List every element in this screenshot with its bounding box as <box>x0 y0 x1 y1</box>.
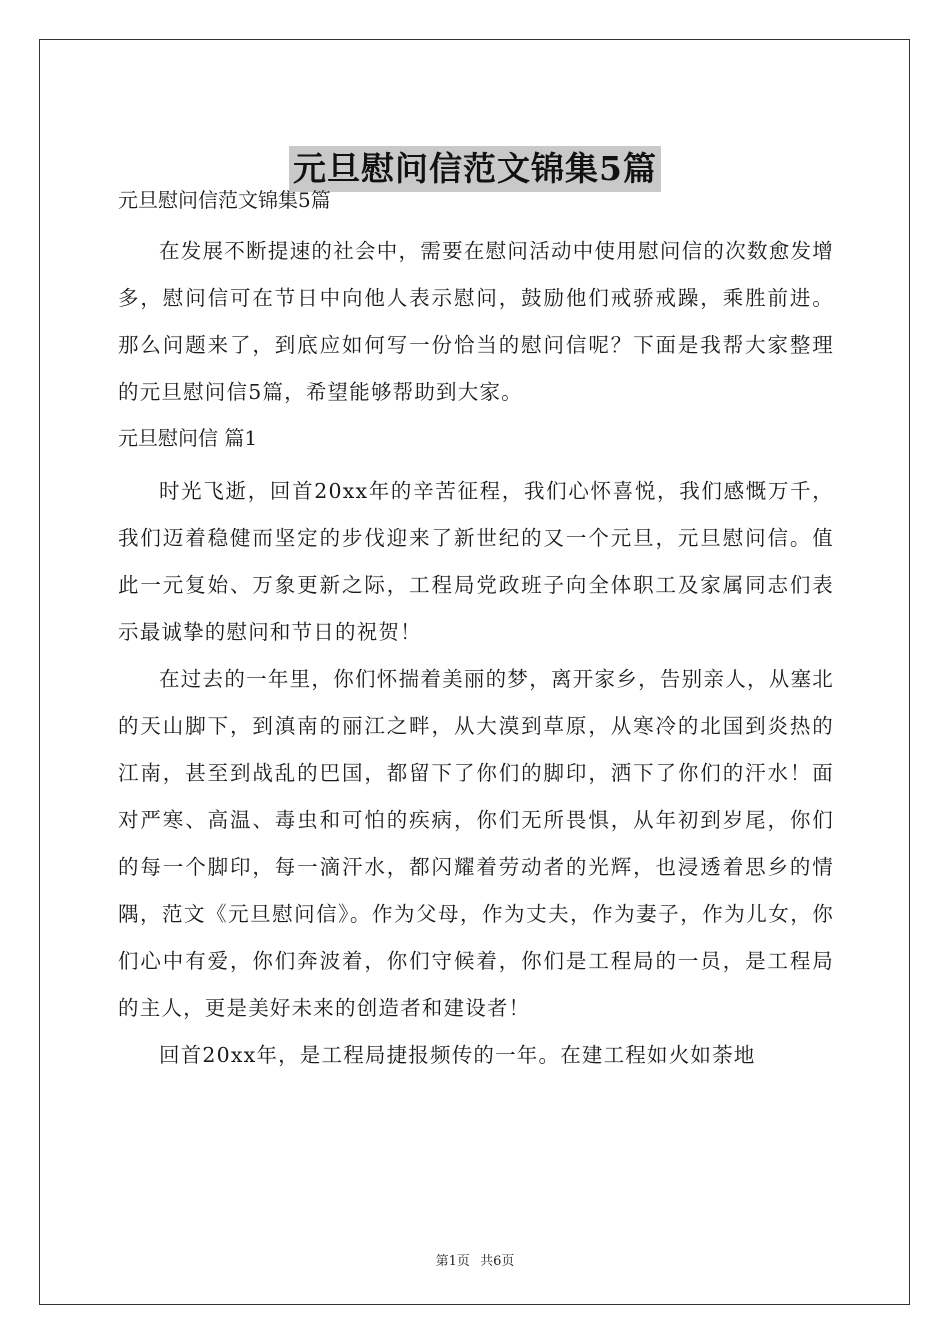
page-total: 共6页 <box>480 1254 515 1269</box>
document-title: 元旦慰问信范文锦集5篇 <box>289 146 661 192</box>
document-body <box>118 180 834 1079</box>
body-paragraph: 在过去的一年里，你们怀揣着美丽的梦，离开家乡，告别亲人，从塞北的天山脚下，到滇南的丽江之畔，从大漠到草原，从寒冷的北国到炎热的江南，甚至到战乱的巴国，都留下了你们的脚印，洒下了你们的汗水！面对严寒、高温、毒虫和可怕的疾病，你们无所畏惧，从年初到岁尾，你们的每一个脚印，每一滴汗水，都闪耀着劳动者的光辉，也浸透着思乡的情隅，范文《元旦慰问信》。作为父母，作为丈夫，作为妻子，作为儿女，你们心中有爱，你们奔波着，你们守候着，你们是工程局的一员，是工程局的主人，更是美好未来的创造者和建设者！ <box>118 667 834 1020</box>
page-footer <box>0 1250 950 1269</box>
document-subtitle: 元旦慰问信范文锦集5篇 <box>118 188 331 212</box>
body-paragraph: 时光飞逝，回首20xx年的辛苦征程，我们心怀喜悦，我们感慨万千，我们迈着稳健而坚定的步伐迎来了新世纪的又一个元旦，元旦慰问信。值此一元复始、万象更新之际，工程局党政班子向全体职工及家属同志们表示最诚挚的慰问和节日的祝贺！ <box>118 479 834 644</box>
intro-paragraph: 在发展不断提速的社会中，需要在慰问活动中使用慰问信的次数愈发增多，慰问信可在节日中向他人表示慰问，鼓励他们戒骄戒躁，乘胜前进。那么问题来了，到底应如何写一份恰当的慰问信呢？下面是我帮大家整理的元旦慰问信5篇，希望能够帮助到大家。 <box>118 239 834 404</box>
page-number: 第1页 <box>435 1254 470 1269</box>
section-heading: 元旦慰问信 篇1 <box>118 426 258 450</box>
body-paragraph: 回首20xx年，是工程局捷报频传的一年。在建工程如火如荼地 <box>159 1043 756 1067</box>
